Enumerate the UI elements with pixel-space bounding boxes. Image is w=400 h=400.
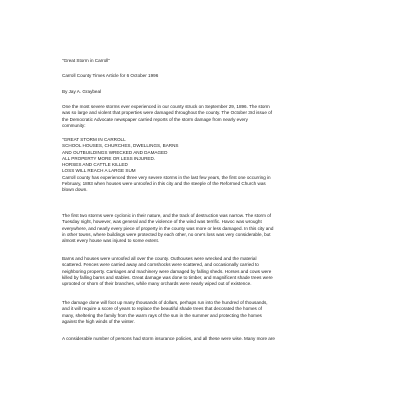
paragraph-insurance <box>62 336 342 342</box>
paragraph-line: Tuesday night, however, was general and the violence of the wind was terrific. Havoc was wrought <box>62 219 262 225</box>
paragraph-line: against the high winds of the winter. <box>62 318 135 324</box>
document-byline <box>62 89 342 95</box>
headline-line: SCHOOL HOUSES, CHURCHES, DWELLINGS, BARNS <box>62 143 179 149</box>
intro-paragraph <box>62 104 342 129</box>
title-text: "Great Storm in Carroll" <box>62 58 110 63</box>
paragraph-line: February, 1893 when houses were unroofed in this city and the steeple of the Reformed Church was <box>62 181 266 187</box>
paragraph-line: uprooted or shorn of their branches, while many orchards were nearly wiped out of existence. <box>62 281 252 287</box>
paragraph-line: Barns and houses were unroofed all over the county. Outhouses were wrecked and the material <box>62 256 257 261</box>
paragraph-line: The damage done will foot up many thousands of dollars, perhaps run into the hundred of thousands, <box>62 300 268 305</box>
paragraph-line: was so large and violent that properties were damaged throughout the county. The October 3rd issue of <box>62 110 272 116</box>
headline-line: ALL PROPERTY MORE OR LESS INJURED. <box>62 155 156 161</box>
paragraph-line: killed by falling barns and stables. Great damage was done to timber, and magnificent shade trees were <box>62 274 273 280</box>
paragraph-line: the Democratic Advocate newspaper carried reports of the storm damage from nearly every <box>62 116 248 122</box>
paragraph-line: and it will require a score of years to replace the beautiful shade trees that decorated the homes of <box>62 306 262 312</box>
paragraph-damage <box>62 300 342 325</box>
paragraph-line: blown down. <box>62 187 88 193</box>
document-title <box>62 58 342 64</box>
paragraph-line: almost every house was injured to some extent. <box>62 238 160 244</box>
paragraph-line: neighboring property. Carriages and machinery were damaged by falling sheds. Horses and cows were <box>62 268 272 274</box>
paragraph-line: A considerable number of persons had storm insurance policies, and all these were wise. Many more are <box>62 336 275 341</box>
paragraph-line: in other towns, where buildings were protected by each other, no one's loss was very considerable, but <box>62 231 271 237</box>
headline-line: LOSS WILL REACH A LARGE SUM <box>62 168 136 174</box>
headline-line: "GREAT STORM IN CARROLL <box>62 137 126 142</box>
byline-text: By Jay A. Graybeal <box>62 89 102 94</box>
paragraph-storm-nature <box>62 213 342 244</box>
paragraph-barns-houses <box>62 256 342 287</box>
document-source <box>62 73 342 79</box>
headline-line: AND OUTBUILDINGS WRECKED AND DAMAGED <box>62 149 168 155</box>
paragraph-line: One the most severe storms ever experienced in our county struck on September 29, 1896. The storm <box>62 104 270 109</box>
headlines-block <box>62 137 342 194</box>
headline-line: HORSES AND CATTLE KILLED <box>62 162 128 168</box>
paragraph-line: scattered. Fences were carried away and cornshocks were scattered, and occasionally carried to <box>62 262 259 268</box>
paragraph-line: The first two storms were cyclonic in their nature, and the track of destruction was narrow. The storm of <box>62 213 272 218</box>
source-text: Carroll County Times Article for 6 October 1996 <box>62 73 159 78</box>
paragraph-line: everywhere, and nearly every piece of property in the county was more or less damaged. In this city and <box>62 225 274 231</box>
paragraph-line: Carroll county has experienced three very severe storms in the last few years, the first one occurring in <box>62 174 271 180</box>
paragraph-line: many, sheltering the family from the warm rays of the sun in the summer and protecting the homes <box>62 312 262 318</box>
paragraph-line: community: <box>62 122 86 128</box>
